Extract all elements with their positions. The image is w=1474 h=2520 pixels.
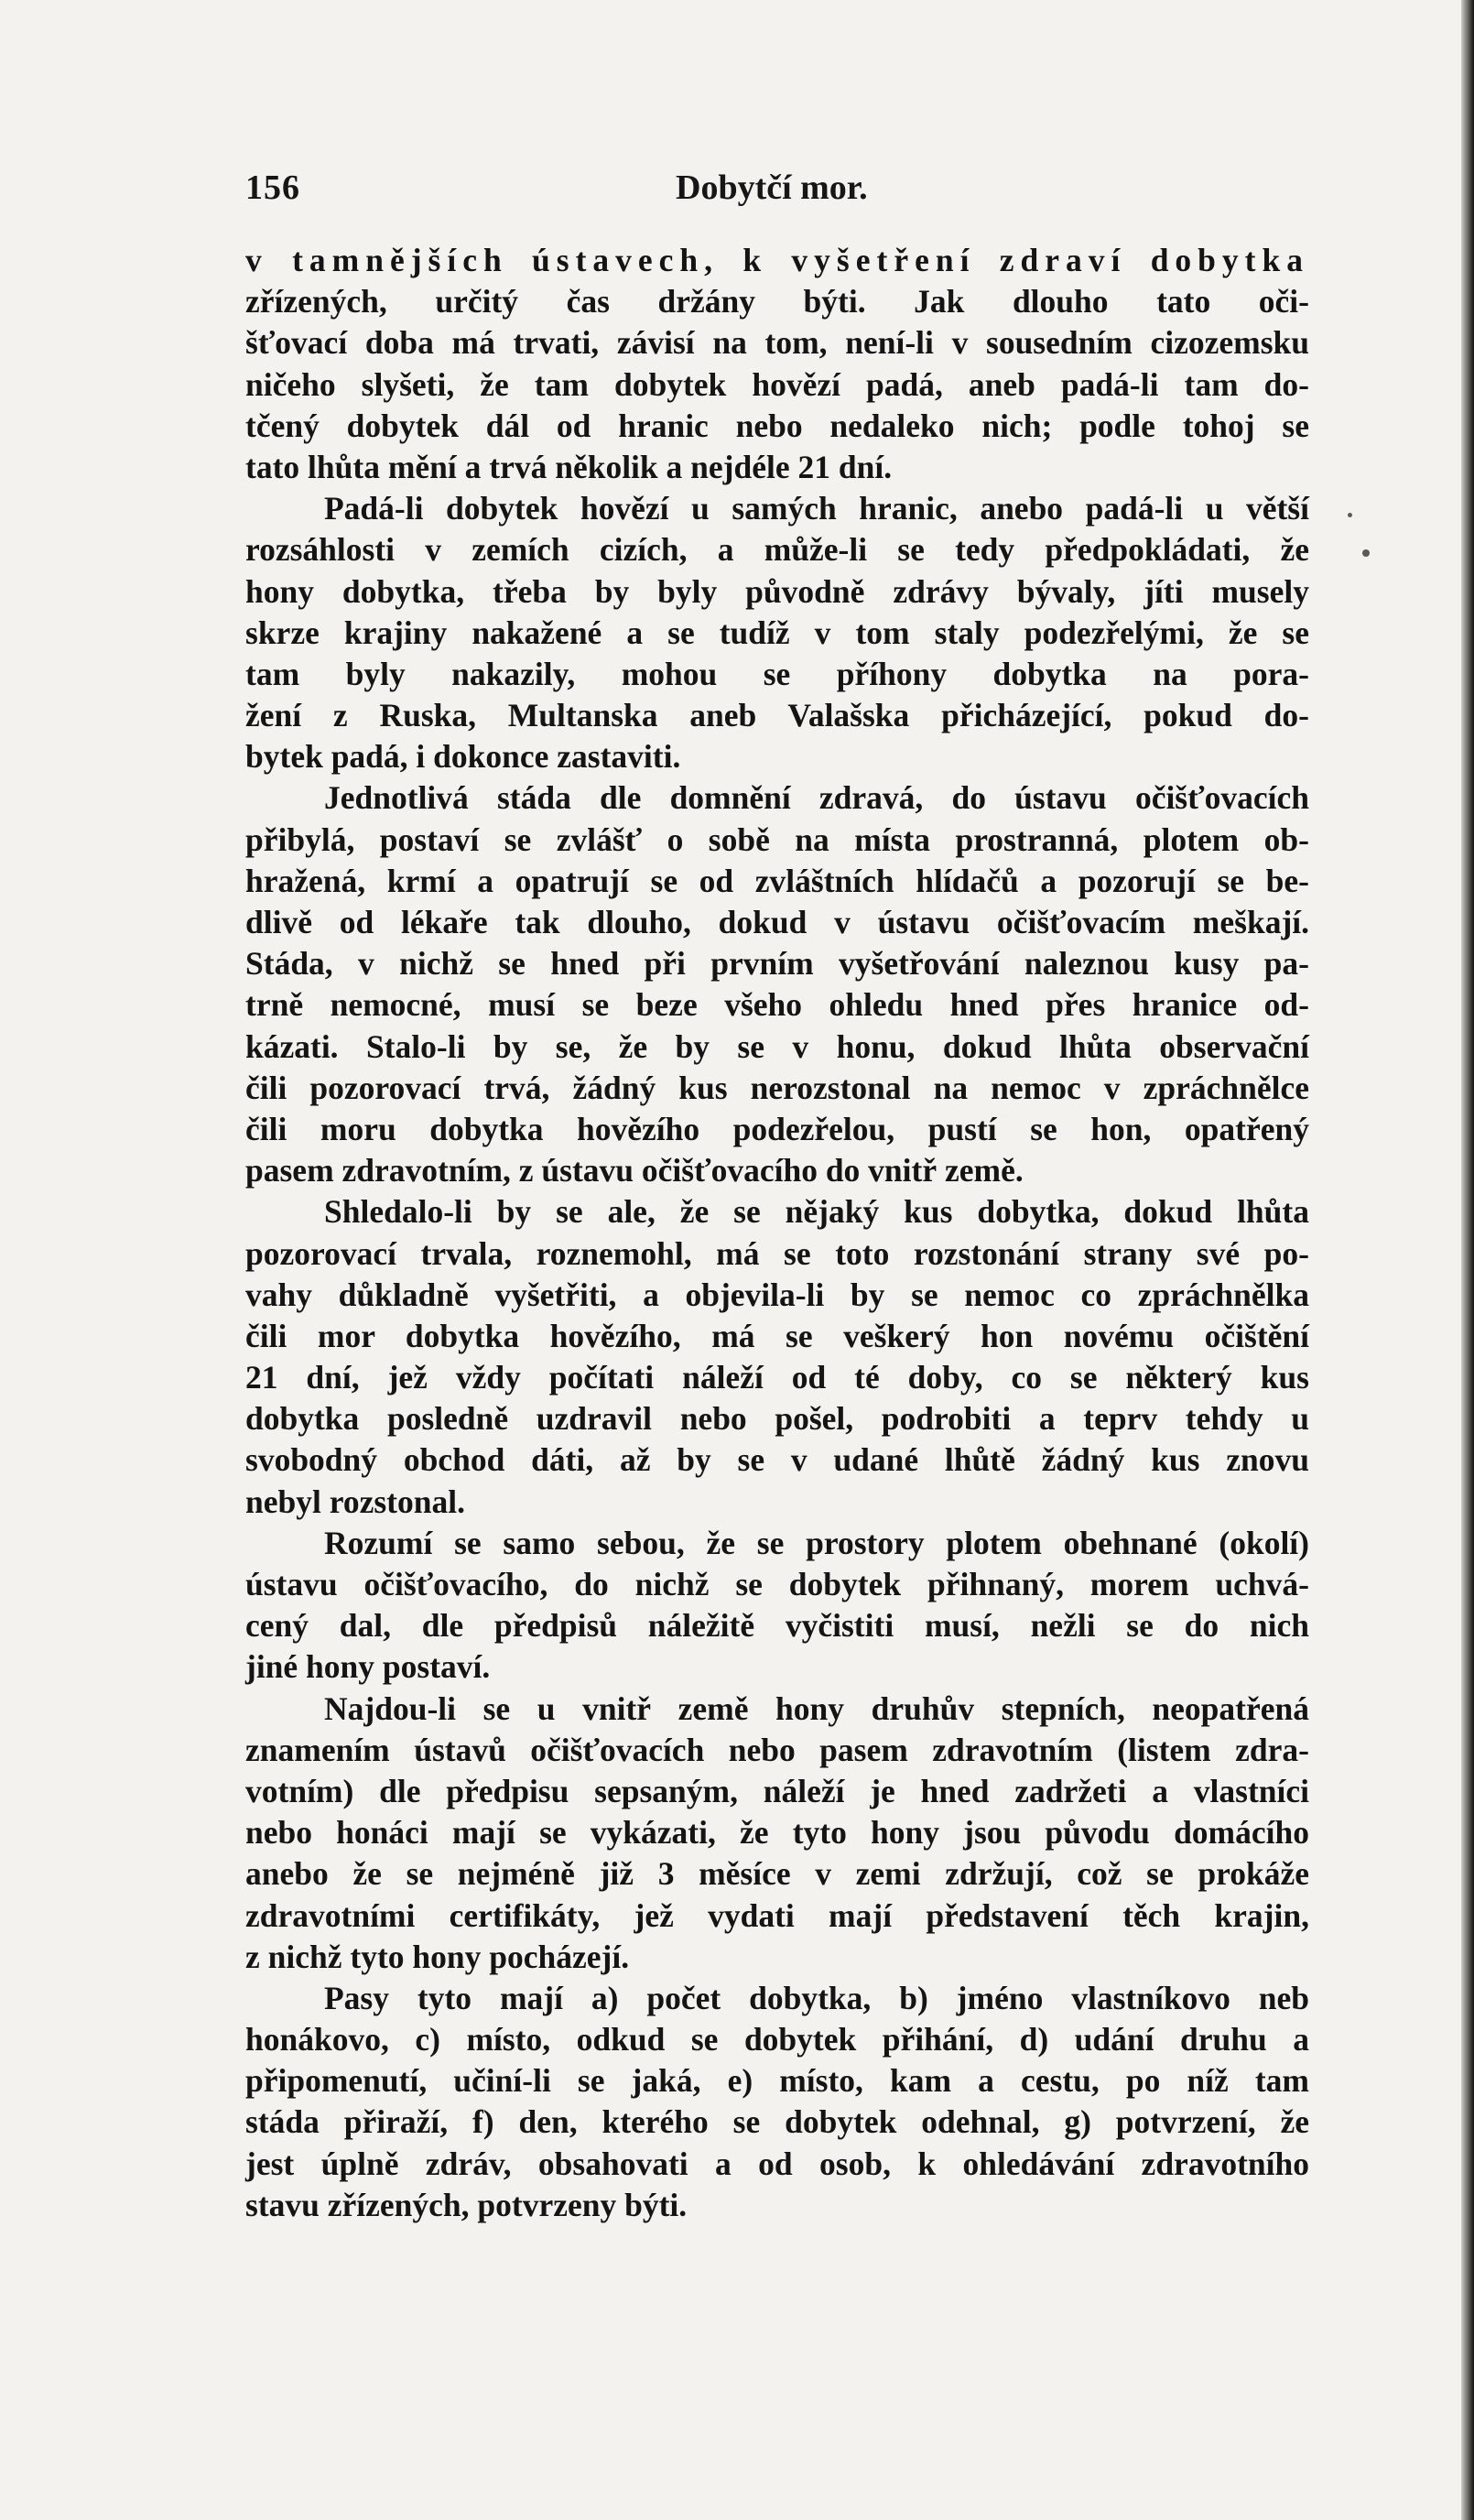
text-line: tato lhůta mění a trvá několik a nejdéle 21 dní. bbox=[245, 448, 893, 485]
text-line: cený dal, dle předpisů náležitě vyčistiti musí, nežli se do nich bbox=[245, 1607, 1309, 1645]
text-line: připomenutí, učiní-li se jaká, e) místo, kam a cestu, po níž tam bbox=[245, 2062, 1309, 2100]
text-line: nebyl rozstonal. bbox=[245, 1483, 465, 1520]
text-line: svobodný obchod dáti, až by se v udané lhůtě žádný kus znovu bbox=[245, 1441, 1309, 1479]
text-line: jest úplně zdráv, obsahovati a od osob, k ohledávání zdravotního bbox=[245, 2145, 1309, 2182]
text-line: dlivě od lékaře tak dlouho, dokud v ústavu očišťovacím meškají. bbox=[245, 904, 1309, 940]
page-header bbox=[245, 160, 1309, 215]
text-line: hony dobytka, třeba by byly původně zdrávy bývaly, jíti musely bbox=[245, 572, 1309, 610]
text-line: skrze krajiny nakažené a se tudíž v tom staly podezřelými, že se bbox=[245, 614, 1309, 651]
text-line: zřízených, určitý čas držány býti. Jak dlouho tato oči- bbox=[245, 283, 1309, 320]
text-line: vahy důkladně vyšetřiti, a objevila-li by se nemoc co zpráchnělka bbox=[245, 1276, 1309, 1313]
text-line: jiné hony postaví. bbox=[245, 1648, 491, 1686]
print-speck bbox=[1362, 549, 1370, 557]
text-line: Shledalo-li by se ale, že se nějaký kus dobytka, dokud lhůta bbox=[324, 1193, 1309, 1231]
text-line: z nichž tyto hony pocházejí. bbox=[245, 1938, 630, 1975]
scan-edge-shadow bbox=[1461, 0, 1474, 2520]
text-line: 21 dní, jež vždy počítati náleží od té doby, co se některý kus bbox=[245, 1359, 1309, 1396]
text-line: přibylá, postaví se zvlášť o sobě na místa prostranná, plotem ob- bbox=[245, 820, 1309, 858]
text-line: zdravotními certifikáty, jež vydati mají představení těch krajin, bbox=[245, 1896, 1309, 1934]
text-line: žení z Ruska, Multanska aneb Valašska přicházející, pokud do- bbox=[245, 697, 1309, 734]
text-line: tčený dobytek dál od hranic nebo nedaleko nich; podle tohoj se bbox=[245, 407, 1309, 444]
text-line: Padá-li dobytek hovězí u samých hranic, anebo padá-li u větší bbox=[324, 490, 1309, 527]
text-line: ničeho slyšeti, že tam dobytek hovězí padá, aneb padá-li tam do- bbox=[245, 365, 1309, 403]
text-line: Jednotlivá stáda dle domnění zdravá, do ústavu očišťovacích bbox=[324, 779, 1309, 817]
text-line: rozsáhlosti v zemích cizích, a může-li se tedy předpokládati, že bbox=[245, 531, 1309, 569]
text-line: tam byly nakazily, mohou se příhony dobytka na pora- bbox=[245, 655, 1309, 692]
text-line: znamením ústavů očišťovacích nebo pasem zdravotním (listem zdra- bbox=[245, 1731, 1309, 1768]
text-line: nebo honáci mají se vykázati, že tyto hony jsou původu domácího bbox=[245, 1814, 1309, 1852]
text-line: v tamnějších ústavech, k vyšetření zdraví dobytka bbox=[245, 242, 1309, 278]
text-line: Najdou-li se u vnitř země hony druhův stepních, neopatřená bbox=[324, 1689, 1309, 1727]
text-line: pozorovací trvala, roznemohl, má se toto rozstonání strany své po- bbox=[245, 1234, 1309, 1272]
text-line: čili mor dobytka hovězího, má se veškerý hon novému očištění bbox=[245, 1317, 1309, 1354]
text-line: stáda přiraží, f) den, kterého se dobytek odehnal, g) potvrzení, že bbox=[245, 2103, 1309, 2141]
text-line: stavu zřízených, potvrzeny býti. bbox=[245, 2186, 688, 2223]
text-line: hražená, krmí a opatrují se od zvláštních hlídačů a pozorují se be- bbox=[245, 862, 1309, 899]
text-line: Stáda, v nichž se hned při prvním vyšetřování naleznou kusy pa- bbox=[245, 945, 1309, 983]
text-line: kázati. Stalo-li by se, že by se v honu, dokud lhůta observační bbox=[245, 1027, 1309, 1065]
text-line: šťovací doba má trvati, závisí na tom, není-li v sousedním cizozemsku bbox=[245, 324, 1309, 362]
page-number: 156 bbox=[245, 168, 300, 207]
text-line: honákovo, c) místo, odkud se dobytek přihání, d) udání druhu a bbox=[245, 2021, 1309, 2058]
text-line: čili moru dobytka hovězího podezřelou, pustí se hon, opatřený bbox=[245, 1110, 1309, 1147]
text-line: votním) dle předpisu sepsaným, náleží je hned zadržeti a vlastníci bbox=[245, 1772, 1309, 1809]
text-line: bytek padá, i dokonce zastaviti. bbox=[245, 738, 681, 776]
text-line: trně nemocné, musí se beze všeho ohledu hned přes hranice od- bbox=[245, 986, 1309, 1024]
running-title: Dobytčí mor. bbox=[676, 168, 868, 207]
print-speck bbox=[1348, 513, 1352, 517]
text-line: anebo že se nejméně již 3 měsíce v zemi zdržují, což se prokáže bbox=[245, 1855, 1309, 1893]
text-line: čili pozorovací trvá, žádný kus nerozstonal na nemoc v zpráchnělce bbox=[245, 1069, 1309, 1106]
text-line: dobytka posledně uzdravil nebo pošel, podrobiti a teprv tehdy u bbox=[245, 1400, 1309, 1438]
text-line: pasem zdravotním, z ústavu očišťovacího do vnitř země. bbox=[245, 1152, 1024, 1189]
body-text bbox=[245, 240, 1309, 2226]
text-line: Rozumí se samo sebou, že se prostory plotem obehnané (okolí) bbox=[324, 1524, 1309, 1561]
text-line: ústavu očišťovacího, do nichž se dobytek přihnaný, morem uchvá- bbox=[245, 1566, 1309, 1602]
text-line: Pasy tyto mají a) počet dobytka, b) jméno vlastníkovo neb bbox=[324, 1979, 1309, 2016]
